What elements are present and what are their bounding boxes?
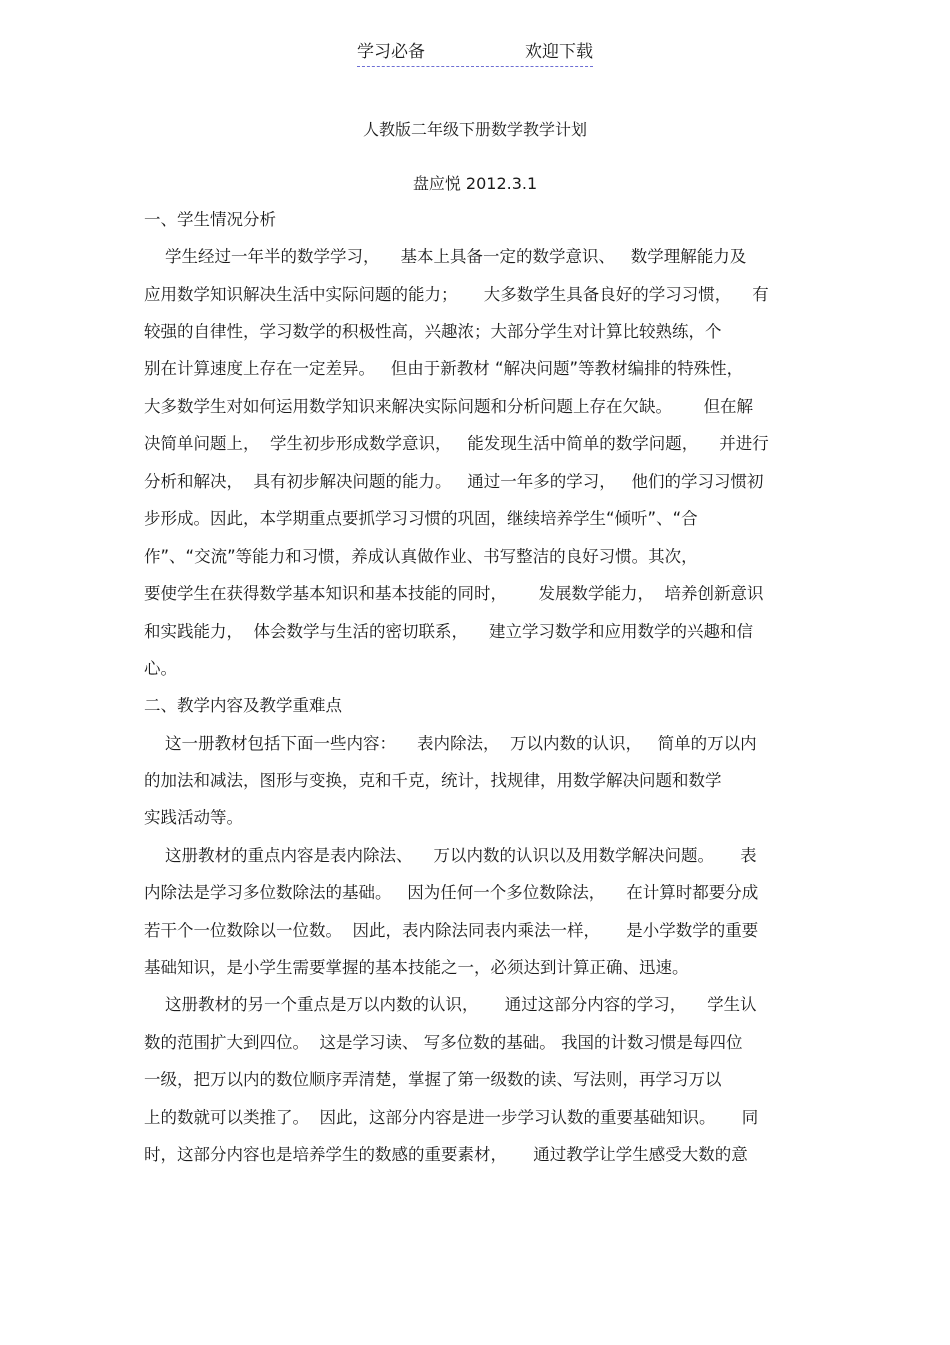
text-line: 内除法是学习多位数除法的基础。 因为任何一个多位数除法， 在计算时都要分成 — [144, 883, 759, 902]
text-line: 大多数学生对如何运用数学知识来解决实际问题和分析问题上存在欠缺。 但在解 — [144, 397, 753, 416]
header-right-text: 欢迎下载 — [525, 42, 593, 62]
author-date: 盘应悦 2012.3.1 — [412, 174, 538, 193]
text-line: 分析和解决， 具有初步解决问题的能力。 通过一年多的学习， 他们的学习习惯初 — [144, 472, 764, 491]
text-line: 这一册教材包括下面一些内容： 表内除法， 万以内数的认识， 简单的万以内 — [144, 734, 757, 753]
text-line: 要使学生在获得数学基本知识和基本技能的同时， 发展数学能力， 培养创新意识 — [144, 584, 764, 603]
text-line: 和实践能力， 体会数学与生活的密切联系， 建立学习数学和应用数学的兴趣和信 — [144, 622, 753, 641]
text-line: 上的数就可以类推了。 因此，这部分内容是进一步学习认数的重要基础知识。 同 — [144, 1108, 759, 1127]
section-heading: 二、教学内容及教学重难点 — [144, 696, 342, 715]
document-title: 人教版二年级下册数学教学计划 — [362, 120, 587, 139]
text-line: 别在计算速度上存在一定差异。 但由于新教材 “解决问题”等教材编排的特殊性， — [144, 359, 744, 378]
text-line: 作”、“交流”等能力和习惯，养成认真做作业、书写整洁的良好习惯。其次， — [144, 547, 698, 566]
header-left-text: 学习必备 — [357, 42, 425, 62]
text-line: 基础知识，是小学生需要掌握的基本技能之一，必须达到计算正确、迅速。 — [144, 958, 689, 977]
text-line: 时，这部分内容也是培养学生的数感的重要素材， 通过教学让学生感受大数的意 — [144, 1145, 748, 1164]
page-header — [357, 40, 593, 67]
text-line: 这册教材的另一个重点是万以内数的认识， 通过这部分内容的学习， 学生认 — [144, 995, 757, 1014]
text-line: 一级，把万以内的数位顺序弄清楚，掌握了第一级数的读、写法则，再学习万以 — [144, 1070, 722, 1089]
text-line: 应用数学知识解决生活中实际问题的能力； 大多数学生具备良好的学习习惯， 有 — [144, 285, 769, 304]
text-line: 这册教材的重点内容是表内除法、 万以内数的认识以及用数学解决问题。 表 — [144, 846, 757, 865]
text-line: 学生经过一年半的数学学习， 基本上具备一定的数学意识、 数学理解能力及 — [144, 247, 747, 266]
section-heading: 一、学生情况分析 — [144, 210, 276, 229]
text-line: 的加法和减法，图形与变换，克和千克，统计，找规律，用数学解决问题和数学 — [144, 771, 722, 790]
text-line: 若干个一位数除以一位数。 因此，表内除法同表内乘法一样， 是小学数学的重要 — [144, 921, 759, 940]
text-line: 决简单问题上， 学生初步形成数学意识， 能发现生活中简单的数学问题， 并进行 — [144, 434, 769, 453]
text-line: 步形成。因此，本学期重点要抓学习习惯的巩固，继续培养学生“倾听”、“合 — [144, 509, 698, 528]
text-line: 心。 — [144, 659, 177, 678]
text-line: 实践活动等。 — [144, 808, 243, 827]
text-line: 较强的自律性，学习数学的积极性高，兴趣浓；大部分学生对计算比较熟练，个 — [144, 322, 722, 341]
text-line: 数的范围扩大到四位。 这是学习读、 写多位数的基础。 我国的计数习惯是每四位 — [144, 1033, 743, 1052]
